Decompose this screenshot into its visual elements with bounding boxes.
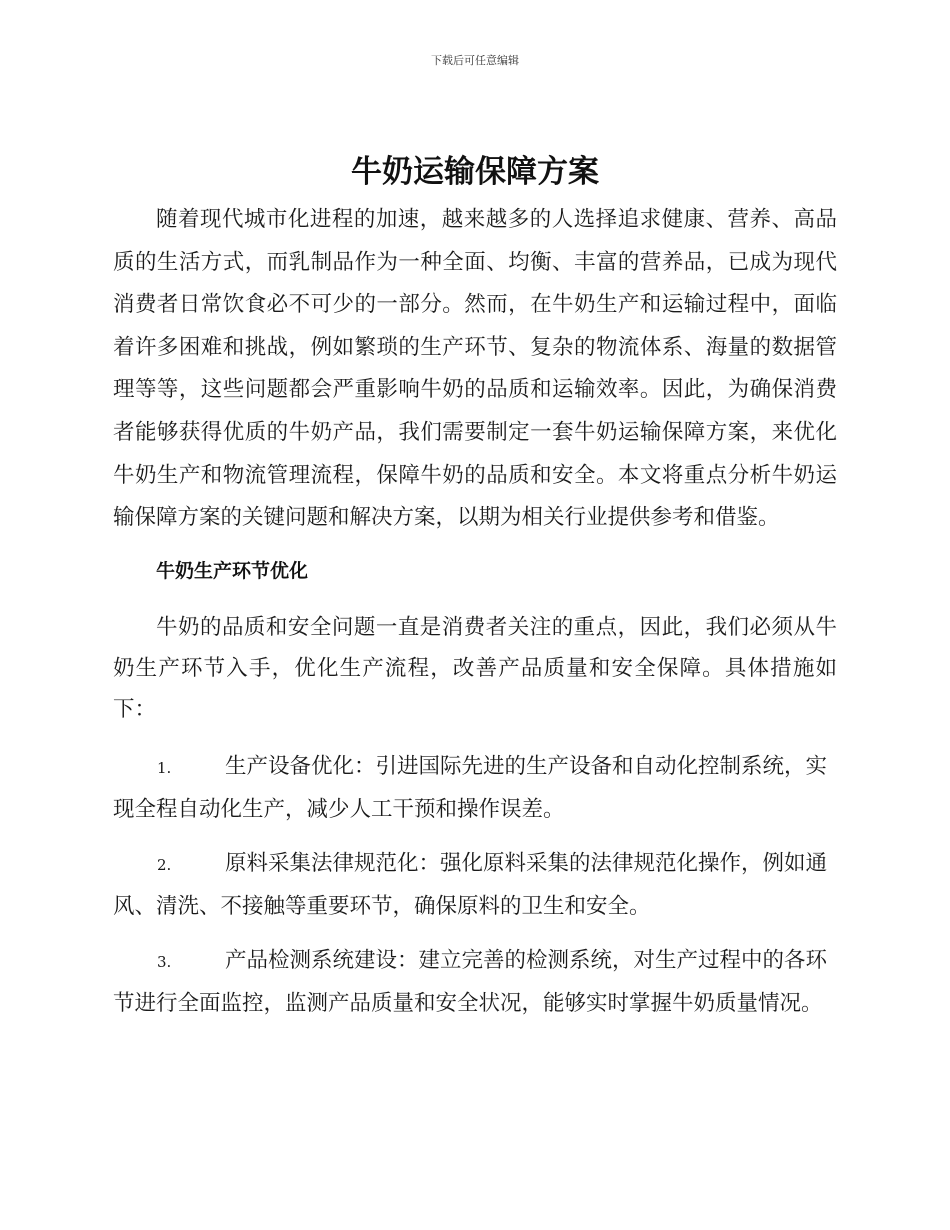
section-intro-paragraph: 牛奶的品质和安全问题一直是消费者关注的重点，因此，我们必须从牛奶生产环节入手，优化生产流程，改善产品质量和安全保障。具体措施如下： [113, 615, 837, 722]
document-title: 牛奶运输保障方案 [351, 154, 599, 190]
list-item-text: 产品检测系统建设：建立完善的检测系统，对生产过程中的各环节进行全面监控，监测产品质量和安全状况，能够实时掌握牛奶质量情况。 [113, 948, 828, 1016]
section-heading: 牛奶生产环节优化 [156, 560, 309, 582]
list-item-text: 原料采集法律规范化：强化原料采集的法律规范化操作，例如通风、清洗、不接触等重要环节，确保原料的卫生和安全。 [113, 851, 828, 919]
list-item-number: 2. [157, 856, 172, 874]
intro-paragraph: 随着现代城市化进程的加速，越来越多的人选择追求健康、营养、高品质的生活方式，而乳制品作为一种全面、均衡、丰富的营养品，已成为现代消费者日常饮食必不可少的一部分。然而，在牛奶生产和运输过程中，面临着许多困难和挑战，例如繁琐的生产环节、复杂的物流体系、海量的数据管理等等，这些问题都会严重影响牛奶的品质和运输效率。因此，为确保消费者能够获得优质的牛奶产品，我们需要制定一套牛奶运输保障方案，来优化牛奶生产和物流管理流程，保障牛奶的品质和安全。本文将重点分析牛奶运输保障方案的关键问题和解决方案，以期为相关行业提供参考和借鉴。 [113, 207, 837, 531]
header-note: 下载后可任意编辑 [431, 54, 519, 67]
list-item [113, 843, 837, 928]
list-item-number: 1. [157, 759, 172, 777]
list-item-number: 3. [157, 953, 172, 971]
list-item-text: 生产设备优化：引进国际先进的生产设备和自动化控制系统，实现全程自动化生产，减少人工干预和操作误差。 [113, 754, 828, 822]
list-item [113, 746, 837, 831]
list-item [113, 940, 837, 1025]
